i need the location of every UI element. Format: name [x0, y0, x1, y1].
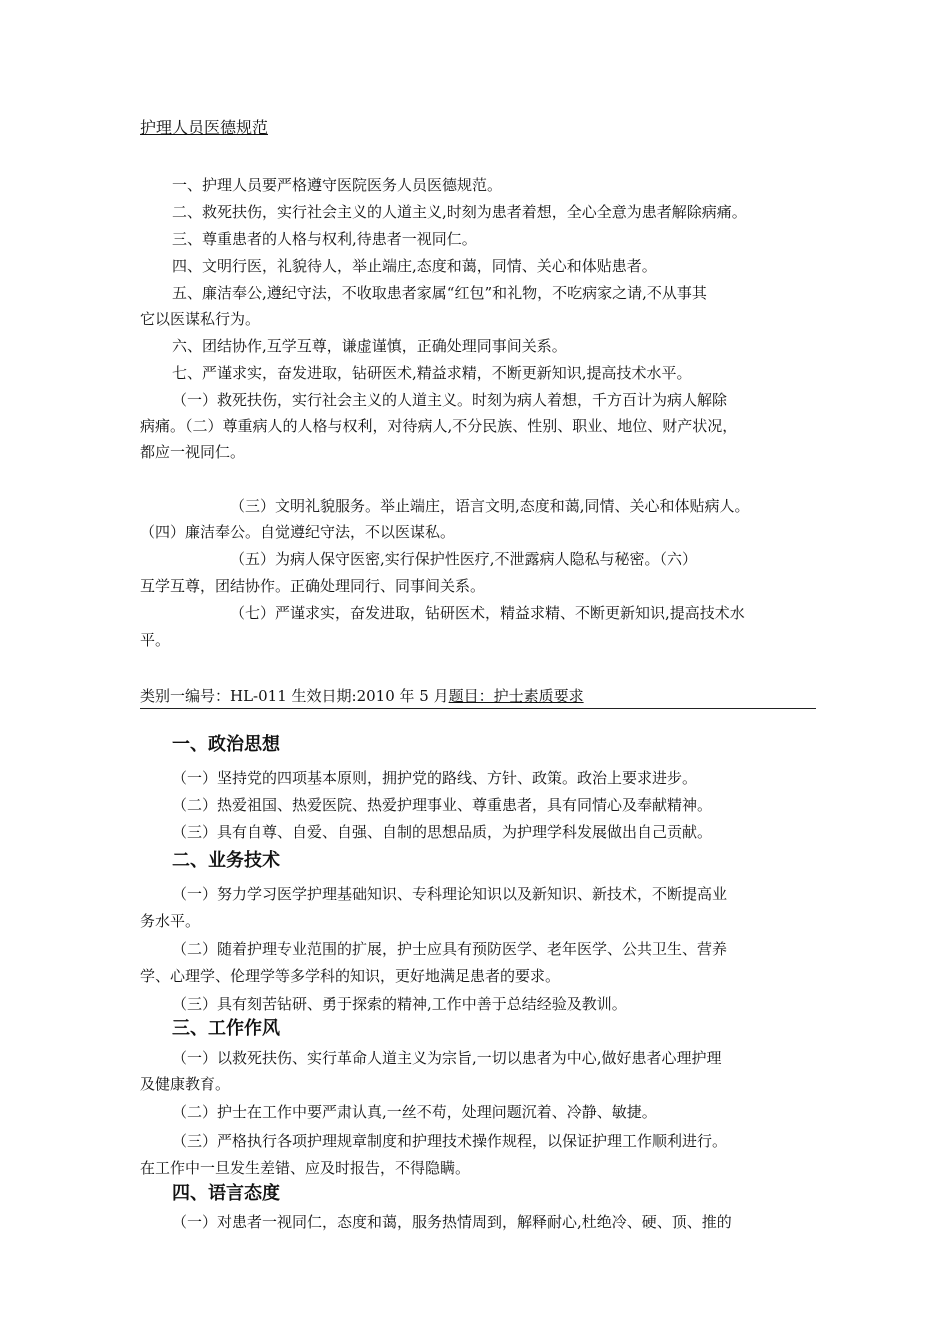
section-line: 及健康教育。	[140, 1075, 231, 1093]
section-line: （一）努力学习医学护理基础知识、专科理论知识以及新知识、新技术，不断提高业	[172, 885, 728, 903]
section-line: （一）坚持党的四项基本原则，拥护党的路线、方针、政策。政治上要求进步。	[172, 769, 698, 787]
section-line: 学、心理学、伦理学等多学科的知识，更好地满足患者的要求。	[140, 967, 561, 985]
rule-line: 七、严谨求实，奋发进取，钻研医术,精益求精，不断更新知识,提高技术水平。	[172, 364, 692, 382]
meta-prefix: 类别一编号：HL-011 生效日期:2010 年 5 月	[140, 687, 449, 705]
rule-line: 互学互尊，团结协作。正确处理同行、同事间关系。	[140, 577, 486, 595]
rule-line: （一）救死扶伤，实行社会主义的人道主义。时刻为病人着想，千方百计为病人解除	[172, 391, 728, 409]
rule-line: 病痛。（二）尊重病人的人格与权利，对待病人,不分民族、性别、职业、地位、财产状况，	[140, 417, 738, 435]
rule-line: 六、团结协作,互学互尊，谦虚谨慎，正确处理同事间关系。	[172, 337, 567, 355]
rule-line: （五）为病人保守医密,实行保护性医疗,不泄露病人隐私与秘密。（六）	[230, 550, 698, 568]
rule-line: 四、文明行医，礼貌待人，举止端庄,态度和蔼，同情、关心和体贴患者。	[172, 257, 657, 275]
section-line: 务水平。	[140, 912, 201, 930]
section-line: （三）具有刻苦钻研、勇于探索的精神,工作中善于总结经验及教训。	[172, 995, 627, 1013]
rule-line: （四）廉洁奉公。自觉遵纪守法，不以医谋私。	[140, 523, 456, 541]
rule-line: 三、尊重患者的人格与权利,待患者一视同仁。	[172, 230, 477, 248]
section-line: （三）具有自尊、自爱、自强、自制的思想品质，为护理学科发展做出自己贡献。	[172, 823, 713, 841]
rule-line: （三）文明礼貌服务。举止端庄，语言文明,态度和蔼,同情、关心和体贴病人。	[230, 497, 750, 515]
section-line: （二）护士在工作中要严肃认真,一丝不苟，处理问题沉着、冷静、敏捷。	[172, 1103, 657, 1121]
document-title: 护理人员医德规范	[140, 118, 269, 137]
section-heading: 四、语言态度	[172, 1183, 280, 1204]
document-meta-line	[140, 686, 816, 709]
section-heading: 三、工作作风	[172, 1018, 280, 1039]
section-line: （二）热爱祖国、热爱医院、热爱护理事业、尊重患者，具有同情心及奉献精神。	[172, 796, 713, 814]
rule-line: 它以医谋私行为。	[140, 310, 261, 328]
meta-topic: 题目：护士素质要求	[448, 687, 584, 705]
rule-line: 五、廉洁奉公,遵纪守法，不收取患者家属“红包”和礼物，不吃病家之请,不从事其	[172, 284, 707, 302]
section-line: （一）对患者一视同仁，态度和蔼，服务热情周到，解释耐心,杜绝冷、硬、顶、推的	[172, 1213, 732, 1231]
section-line: （三）严格执行各项护理规章制度和护理技术操作规程，以保证护理工作顺利进行。	[172, 1132, 728, 1150]
rule-line: 都应一视同仁。	[140, 443, 246, 461]
section-heading: 一、政治思想	[172, 734, 280, 755]
rule-line: （七）严谨求实，奋发进取，钻研医术，精益求精、不断更新知识,提高技术水	[230, 604, 745, 622]
rule-line: 一、护理人员要严格遵守医院医务人员医德规范。	[172, 176, 503, 194]
rule-line: 平。	[140, 631, 171, 649]
section-heading: 二、业务技术	[172, 850, 280, 871]
section-line: 在工作中一旦发生差错、应及时报告，不得隐瞒。	[140, 1159, 471, 1177]
section-line: （一）以救死扶伤、实行革命人道主义为宗旨,一切以患者为中心,做好患者心理护理	[172, 1049, 722, 1067]
section-line: （二）随着护理专业范围的扩展，护士应具有预防医学、老年医学、公共卫生、营养	[172, 940, 728, 958]
rule-line: 二、救死扶伤，实行社会主义的人道主义,时刻为患者着想，全心全意为患者解除病痛。	[172, 203, 747, 221]
